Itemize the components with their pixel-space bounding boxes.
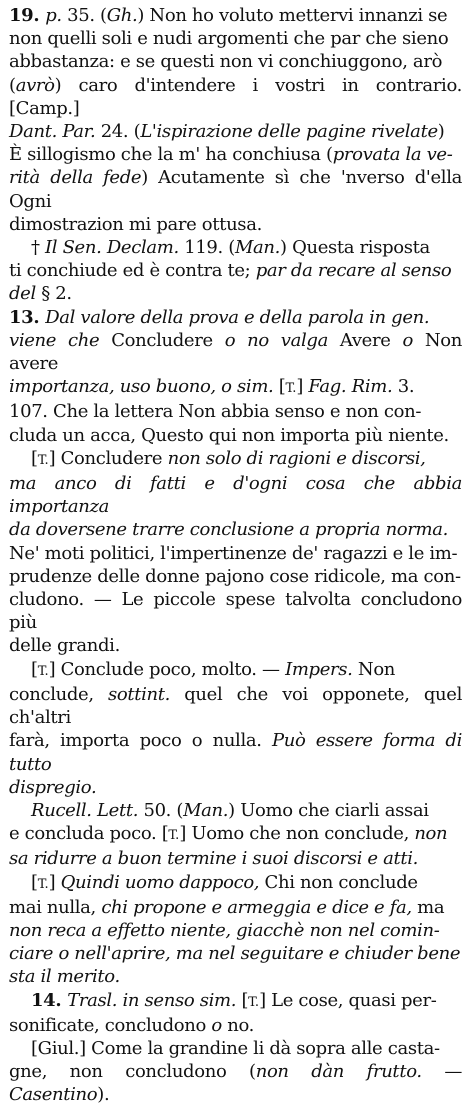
text-span: Dal valore della prova e della parola in gen. <box>45 306 430 328</box>
text-span: sa ridurre a buon termine i suoi discorsi e atti. <box>9 848 419 870</box>
text-line <box>9 565 462 588</box>
text-span: [ <box>273 376 286 398</box>
text-span: ma anco di fatti e d'ogni cosa che abbia importanza <box>9 473 462 518</box>
text-span: sta il merito. <box>9 966 120 988</box>
text-span: § 2. <box>35 283 72 305</box>
text-line <box>9 518 462 541</box>
text-span: non <box>414 823 448 845</box>
text-span: non quelli soli e nudi argomenti che par che sieno <box>9 28 449 50</box>
text-line <box>9 1060 462 1106</box>
text-span: o no valga <box>224 329 328 351</box>
text-line <box>9 424 462 447</box>
sense-number: 19. <box>9 5 46 26</box>
text-line <box>9 542 462 565</box>
text-span: par da recare al senso <box>255 260 452 282</box>
text-span: gne, non concludono ( <box>9 1061 256 1083</box>
text-line <box>9 847 462 870</box>
text-line <box>9 822 462 847</box>
text-span: dimostrazion mi pare ottusa. <box>9 213 262 235</box>
text-span: T. <box>37 663 49 679</box>
text-line <box>9 259 462 282</box>
text-line <box>9 74 462 120</box>
text-span: sottint. <box>107 683 170 705</box>
text-span: ] Conclude poco, molto. — <box>48 658 286 680</box>
text-span: Man. <box>234 237 281 259</box>
text-span: 24. ( <box>95 121 141 143</box>
text-span: Non avere <box>9 329 462 375</box>
text-line <box>9 143 462 166</box>
text-span: Può essere forma di tutto <box>9 730 463 775</box>
text-span: quel che voi opponete, quel ch'altri <box>9 683 462 729</box>
text-span: Ne' moti politici, l'impertinenze de' ragazzi e le im- <box>9 542 458 564</box>
text-line <box>9 213 462 236</box>
text-span: Rucell. Lett. <box>31 799 139 821</box>
text-span: ] Uomo che non conclude, <box>179 823 415 845</box>
text-span: T. <box>37 452 49 468</box>
text-line <box>9 588 462 634</box>
text-line <box>9 871 462 896</box>
text-span: ciare o nell'aprire, ma nel seguitare e chiuder bene <box>9 943 461 965</box>
text-span: ti conchiude ed è contra te; <box>9 260 256 282</box>
text-span: L'ispirazione delle pagine rivelate <box>140 121 438 143</box>
text-span: conclude, <box>9 683 108 705</box>
text-span: [ <box>31 658 38 680</box>
text-span: delle grandi. <box>9 635 120 657</box>
text-span: prudenze delle donne pajono cose ridicole, ma con- <box>9 565 461 587</box>
text-line <box>9 776 462 799</box>
text-span: Gh. <box>106 5 138 26</box>
text-span: ] <box>48 871 61 893</box>
text-span: sonificate, concludono <box>9 1014 212 1036</box>
text-line <box>9 282 462 305</box>
text-span: 119. ( <box>178 237 235 259</box>
text-span: T. <box>37 876 49 892</box>
text-span: 3. <box>392 376 415 398</box>
text-line <box>9 1014 462 1037</box>
text-span: ma <box>411 896 445 918</box>
text-span: ) Uomo che ciarli assai <box>228 799 429 821</box>
sense-number: 13. <box>9 306 46 328</box>
text-line <box>9 799 462 822</box>
text-span: Avere <box>327 329 403 351</box>
text-span: o <box>402 329 413 351</box>
text-span: viene che <box>9 329 100 351</box>
text-line <box>9 683 462 729</box>
text-span: — <box>421 1061 462 1083</box>
text-span: † <box>31 237 46 259</box>
text-span: non solo di ragioni e discorsi, <box>167 447 426 469</box>
text-span: non dàn frutto. <box>255 1061 422 1083</box>
text-line <box>9 236 462 259</box>
text-line <box>9 4 462 27</box>
text-line <box>9 447 462 472</box>
text-line <box>9 166 462 212</box>
text-span: T. <box>248 994 260 1010</box>
text-span: ] Le cose, quasi per- <box>259 989 437 1011</box>
text-span: [ <box>236 989 249 1011</box>
text-span: da doversene trarre conclusione a propria norma. <box>9 519 449 541</box>
text-span: Dant. Par. <box>9 121 96 143</box>
text-span: chi propone e armeggia e dice e fa, <box>101 896 412 918</box>
text-line <box>9 306 462 329</box>
text-span: cluda un acca, Questo qui non importa più niente. <box>9 424 449 446</box>
text-span: Trasl. in senso sim. <box>67 989 237 1011</box>
text-span: farà, importa poco o nulla. <box>9 730 272 752</box>
text-span: 107. Che la lettera Non abbia senso e non con- <box>9 401 422 423</box>
text-span: Chi non conclude <box>259 871 418 893</box>
text-line <box>9 729 462 775</box>
text-line <box>9 1037 462 1060</box>
text-span: e concluda poco. [ <box>9 823 169 845</box>
text-span: del <box>9 283 36 305</box>
text-line <box>9 329 462 375</box>
text-span: Impers. <box>285 658 353 680</box>
text-line <box>9 27 462 50</box>
text-span: mai nulla, <box>9 896 102 918</box>
text-span: T. <box>285 381 297 397</box>
text-span: Quindi uomo dappoco, <box>60 871 260 893</box>
text-span: ) Acutamente sì che 'nverso d'ella Ogni <box>9 167 462 212</box>
text-span: no. <box>221 1014 255 1036</box>
text-span: [Giul.] Come la grandine li dà sopra alle casta- <box>31 1037 440 1059</box>
text-span: o <box>211 1014 222 1036</box>
text-span: ) Non ho voluto mettervi innanzi se <box>137 5 448 26</box>
text-span: Casentino <box>9 1084 98 1106</box>
text-line <box>9 989 462 1014</box>
text-line <box>9 965 462 988</box>
text-span: [ <box>31 447 38 469</box>
text-line <box>9 919 462 942</box>
text-span: ( <box>9 74 16 96</box>
text-span: rità della fede <box>9 167 142 189</box>
text-span: ] <box>296 376 309 398</box>
text-span: cludono. — Le piccole spese talvolta concludono più <box>9 589 462 634</box>
text-span: ) Questa risposta <box>280 237 430 259</box>
text-span: dispregio. <box>9 776 97 798</box>
text-line <box>9 658 462 683</box>
text-span: Fag. Rim. <box>308 376 393 398</box>
text-span: ) caro d'intendere i vostri in contrario. [Camp.] <box>9 74 462 119</box>
text-span: 35. ( <box>67 5 107 26</box>
text-span: Il Sen. Declam. <box>45 237 179 259</box>
text-span: Man. <box>183 799 229 821</box>
text-line <box>9 472 462 518</box>
text-span: Non <box>352 658 396 680</box>
text-span: [ <box>31 871 38 893</box>
text-span: ). <box>97 1084 110 1106</box>
text-span: ) <box>437 121 445 143</box>
text-span: importanza, uso buono, o sim. <box>9 376 274 398</box>
text-span: T. <box>168 828 180 844</box>
text-span: provata la ve- <box>332 144 453 166</box>
text-line <box>9 375 462 400</box>
sense-number: 14. <box>31 989 68 1011</box>
text-span: avrò <box>15 74 55 96</box>
text-line <box>9 400 462 423</box>
text-span: ] Concludere <box>48 447 168 469</box>
text-span: abbastanza: e se questi non vi conchiuggono, arò <box>9 51 443 73</box>
text-line <box>9 50 462 73</box>
text-line <box>9 634 462 657</box>
text-span: È sillogismo che la m' ha conchiusa ( <box>9 144 333 166</box>
text-span: p. <box>45 5 68 26</box>
text-line <box>9 120 462 143</box>
text-span: non reca a effetto niente, giacchè non nel comin- <box>9 919 440 941</box>
text-span: Concludere <box>99 329 225 351</box>
text-line <box>9 896 462 919</box>
text-line <box>9 942 462 965</box>
text-span: 50. ( <box>138 799 184 821</box>
